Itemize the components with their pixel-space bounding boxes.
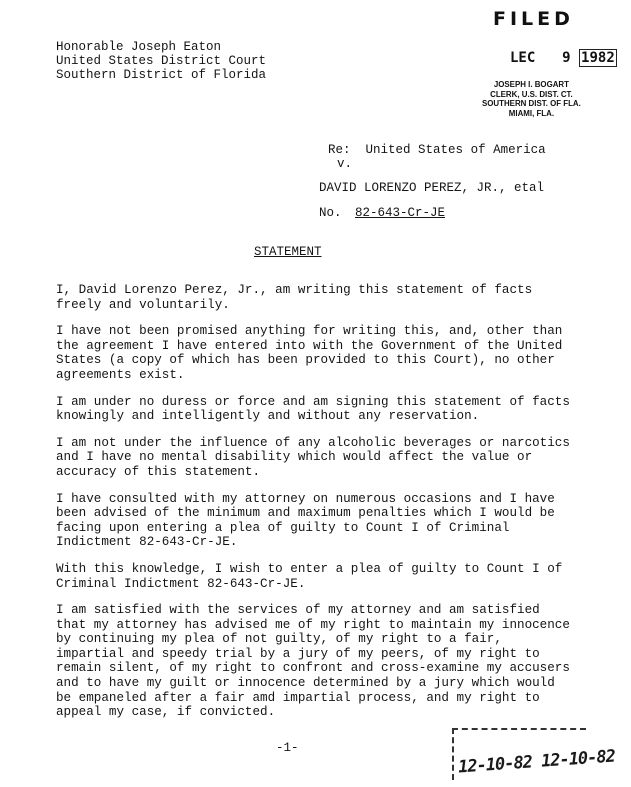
plaintiff-name: United States of America (365, 143, 546, 157)
case-number-label: No. (319, 206, 342, 220)
versus-label: v. (337, 157, 353, 171)
case-number: 82-643-Cr-JE (355, 206, 446, 220)
filed-stamp: FILED (493, 8, 574, 30)
statement-paragraph: I have not been promised anything for writing this, and, other than the agreement I have entered into with the Government of the United States (a copy of which has been provided to this Court), no other agreements exist. (56, 324, 563, 382)
handwritten-reference-stamp (452, 728, 616, 780)
statement-paragraph: I am not under the influence of any alcoholic beverages or narcotics and I have no mental disability which would affect the value or accuracy of this statement. (56, 435, 570, 479)
statement-heading: STATEMENT (254, 245, 322, 259)
defendant-name: DAVID LORENZO PEREZ, JR., etal (319, 181, 545, 195)
addressee-line: United States District Court (56, 54, 267, 68)
clerk-line: SOUTHERN DIST. OF FLA. (482, 98, 581, 109)
re-label: Re: (328, 143, 351, 157)
clerk-line: MIAMI, FLA. (508, 107, 555, 118)
statement-body (56, 283, 576, 732)
filed-date-day: 9 (562, 50, 571, 66)
statement-paragraph: I am under no duress or force and am signing this statement of facts knowingly and intelligently and without any reservation. (56, 394, 570, 424)
statement-paragraph: I am satisfied with the services of my attorney and am satisfied that my attorney has advised me of my right to maintain my innocence by continuing my plea of not guilty, of my right to a fair, impartial and speedy trial by a jury of my peers, of my right to remain silent, of my right to confront and cross-examine my accusers and to have my guilt or innocence determined by a jury which would be empaneled after a fair amd impartial process, and my right to appeal my case, if convicted. (56, 603, 570, 720)
handwritten-reference: 12-10-82 12-10-82 (457, 746, 616, 778)
filed-date-year: 1982 (581, 50, 615, 66)
clerk-line: JOSEPH I. BOGART (493, 79, 569, 89)
filed-date-month: LEC (510, 50, 536, 66)
statement-paragraph: I have consulted with my attorney on numerous occasions and I have been advised of the minimum and maximum penalties which I would be facing upon entering a plea of guilty to Count I of Criminal Indictment 82-643-Cr-JE. (56, 491, 555, 550)
addressee-block (56, 40, 266, 82)
filed-date-stamp (510, 50, 617, 66)
page-number: -1- (276, 741, 299, 755)
statement-paragraph: I, David Lorenzo Perez, Jr., am writing this statement of facts freely and voluntarily. (56, 283, 533, 312)
clerk-line: CLERK, U.S. DIST. CT. (490, 88, 573, 99)
statement-paragraph: With this knowledge, I wish to enter a plea of guilty to Count I of Criminal Indictment 82-643-Cr-JE. (56, 561, 563, 591)
clerk-stamp (482, 80, 581, 118)
addressee-line: Southern District of Florida (56, 68, 267, 82)
case-caption (283, 129, 546, 220)
addressee-line: Honorable Joseph Eaton (56, 40, 222, 54)
